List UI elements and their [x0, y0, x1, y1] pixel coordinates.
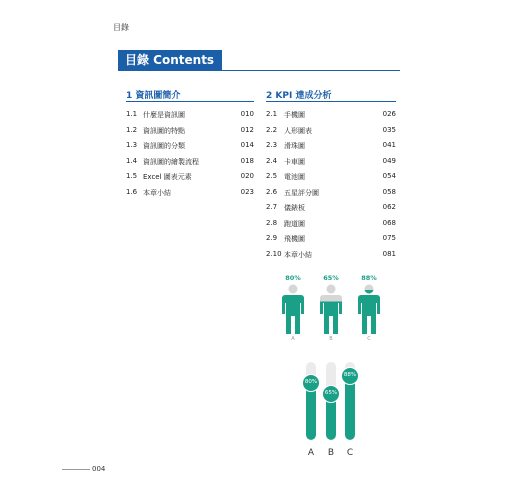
toc-text: 卡車圖: [284, 157, 305, 166]
person-percent-label: 80%: [285, 274, 301, 282]
toc-number: 2.1: [266, 110, 278, 118]
toc-number: 2.7: [266, 203, 278, 211]
toc-number: 2.5: [266, 172, 278, 180]
toc-entry[interactable]: [266, 157, 396, 173]
person-category-label: A: [291, 336, 295, 342]
section-divider: [266, 101, 396, 102]
capsule-value-bubble: 80%: [302, 374, 320, 392]
toc-page: 062: [382, 203, 396, 211]
toc-page: 081: [382, 249, 396, 258]
toc-entry[interactable]: [126, 188, 254, 204]
toc-page: 023: [240, 187, 254, 196]
capsule-category-label: C: [346, 448, 354, 458]
toc-text: 跑道圖: [284, 219, 305, 228]
person-percent-label: 88%: [361, 274, 377, 282]
toc-section-1: [126, 88, 254, 203]
toc-text: 資訊圖的分類: [143, 142, 185, 150]
toc-entry[interactable]: [266, 126, 396, 142]
page-title: 目錄 Contents: [125, 53, 215, 67]
person-icon: [319, 284, 343, 334]
capsule-category-label: B: [327, 448, 335, 458]
section-title: 2 KPI 達成分析: [266, 91, 332, 101]
capsule-category-label: A: [307, 448, 315, 458]
toc-entry[interactable]: [126, 141, 254, 157]
toc-page: 035: [382, 125, 396, 134]
toc-text: Excel 圖表元素: [143, 173, 192, 181]
toc-text: 本章小結: [284, 250, 312, 259]
toc-page: 010: [240, 110, 254, 118]
person-category-label: B: [329, 336, 333, 342]
toc-entry[interactable]: [266, 110, 396, 126]
toc-entry[interactable]: [266, 172, 396, 188]
capsule-chart-illustration: [300, 358, 370, 458]
person-icon: [281, 284, 305, 334]
toc-page: 012: [240, 125, 254, 134]
toc-text: 人形圖表: [284, 126, 312, 135]
toc-number: 2.4: [266, 156, 278, 165]
toc-text: 本章小結: [143, 188, 171, 197]
person-percent-label: 65%: [323, 274, 339, 282]
toc-number: 2.6: [266, 187, 278, 196]
toc-page: 014: [240, 141, 254, 149]
toc-entry[interactable]: [266, 141, 396, 157]
toc-number: 2.3: [266, 141, 278, 149]
toc-page: 058: [382, 187, 396, 196]
toc-entry[interactable]: [266, 234, 396, 250]
capsule-value-bubble: 88%: [341, 367, 359, 385]
section-title: 1 資訊圖簡介: [126, 91, 181, 101]
footer-rule: [62, 469, 90, 470]
section-divider: [126, 101, 254, 102]
toc-number: 1.2: [126, 125, 138, 134]
running-header: 目錄: [113, 23, 129, 32]
toc-entry[interactable]: [266, 250, 396, 266]
toc-number: 1.5: [126, 172, 138, 180]
toc-text: 資訊圖的特點: [143, 126, 185, 135]
toc-number: 2.2: [266, 125, 278, 134]
toc-page: 054: [382, 172, 396, 180]
toc-text: 資訊圖的繪製流程: [143, 157, 199, 166]
toc-entry[interactable]: [266, 203, 396, 219]
person-figure-c: [354, 274, 384, 346]
people-chart-illustration: [276, 274, 388, 346]
toc-number: 2.9: [266, 234, 278, 242]
toc-text: 什麼是資訊圖: [143, 111, 185, 119]
toc-page: 020: [240, 172, 254, 180]
toc-entry[interactable]: [266, 188, 396, 204]
toc-page: 049: [382, 156, 396, 165]
toc-number: 2.10: [266, 249, 282, 258]
person-icon: [357, 284, 381, 334]
toc-entry[interactable]: [126, 172, 254, 188]
toc-page: 026: [382, 110, 396, 118]
toc-text: 電池圖: [284, 173, 305, 181]
toc-entry[interactable]: [126, 126, 254, 142]
toc-text: 儀錶板: [284, 204, 305, 212]
page-number: 004: [92, 465, 106, 473]
person-category-label: C: [367, 336, 371, 342]
person-figure-b: [316, 274, 346, 346]
toc-page: 068: [382, 218, 396, 227]
toc-number: 1.1: [126, 110, 138, 118]
toc-number: 1.4: [126, 156, 138, 165]
toc-number: 2.8: [266, 218, 278, 227]
toc-text: 五星評分圖: [284, 188, 319, 197]
toc-text: 飛機圖: [284, 235, 305, 243]
toc-text: 滑珠圖: [284, 142, 305, 150]
toc-entry[interactable]: [126, 110, 254, 126]
person-figure-a: [278, 274, 308, 346]
toc-page: 041: [382, 141, 396, 149]
toc-entry[interactable]: [126, 157, 254, 173]
toc-section-2: [266, 88, 396, 265]
toc-entry[interactable]: [266, 219, 396, 235]
toc-page: 018: [240, 156, 254, 165]
toc-number: 1.3: [126, 141, 138, 149]
title-divider: [118, 70, 400, 71]
page-title-bar: [118, 50, 222, 70]
capsule-value-bubble: 65%: [322, 385, 340, 403]
toc-number: 1.6: [126, 187, 138, 196]
toc-text: 手機圖: [284, 111, 305, 119]
toc-page: 075: [382, 234, 396, 242]
